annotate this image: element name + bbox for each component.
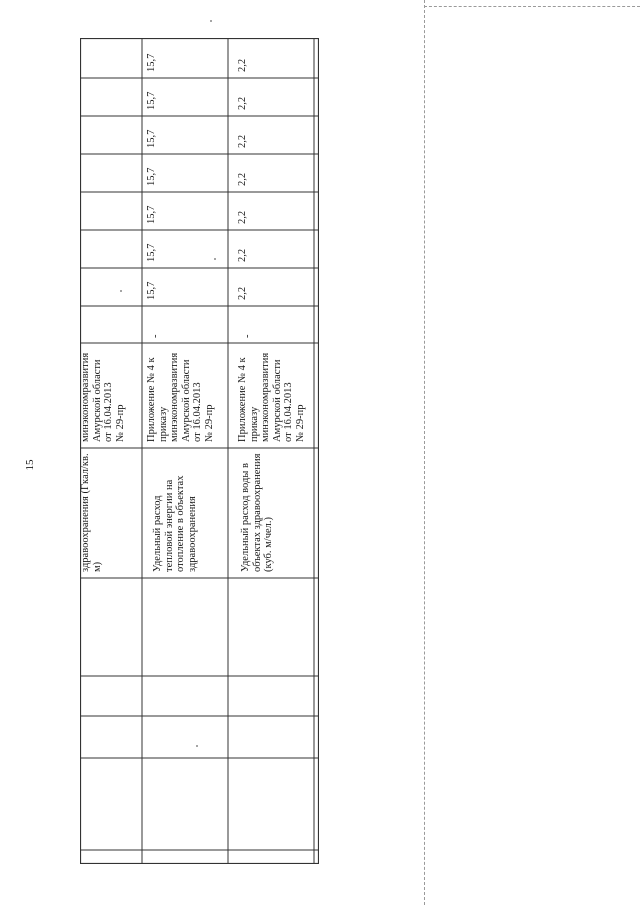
- text-line: Приложение № 4 к: [237, 357, 248, 442]
- row-2-indicator: [152, 476, 198, 572]
- scan-border-vertical: [424, 0, 425, 905]
- value-cell: 15,7: [146, 129, 157, 148]
- value-cell: 2,2: [237, 134, 248, 148]
- value-cell: 2,2: [237, 58, 248, 72]
- text-line: Амурской области: [180, 359, 192, 442]
- text-line: № 29-пр: [114, 404, 126, 442]
- text-line: Удельный расход: [152, 495, 163, 572]
- value-cell: 15,7: [146, 167, 157, 186]
- scan-speck: [210, 20, 212, 22]
- row-3-mark: -: [242, 334, 253, 338]
- text-line: здравоохранения (Гкал/кв.: [80, 453, 91, 572]
- text-line: минэкономразвития: [80, 352, 91, 442]
- text-line: № 29-пр: [203, 404, 215, 442]
- text-line: м): [91, 561, 103, 572]
- text-line: Приложение № 4 к: [146, 357, 157, 442]
- scan-border-horizontal: [424, 6, 640, 7]
- row-3-source: [237, 353, 306, 442]
- text-line: приказу: [157, 406, 169, 442]
- row-1-source: [80, 353, 126, 442]
- row-3-indicator: [240, 454, 275, 572]
- text-line: минэкономразвития: [169, 352, 180, 442]
- value-cell: 2,2: [237, 248, 248, 262]
- value-cell: 2,2: [237, 210, 248, 224]
- page-number: 15: [24, 459, 36, 471]
- text-line: от 16.04.2013: [192, 382, 203, 442]
- row-2-source: [146, 353, 215, 442]
- text-line: Удельный расход воды в: [240, 463, 251, 572]
- text-line: (куб. м/чел.): [263, 516, 274, 572]
- text-line: тепловой энергии на: [163, 479, 175, 572]
- value-cell: 2,2: [237, 286, 248, 300]
- value-cell: 2,2: [237, 96, 248, 110]
- text-line: № 29-пр: [294, 404, 306, 442]
- text-line: приказу: [248, 406, 260, 442]
- text-line: от 16.04.2013: [283, 382, 294, 442]
- text-line: минэкономразвития: [260, 352, 271, 442]
- value-cell: 15,7: [146, 205, 157, 224]
- row-1-indicator: [80, 453, 103, 572]
- text-line: от 16.04.2013: [103, 382, 114, 442]
- text-line: отопление в объектах: [175, 475, 186, 572]
- value-cell: 15,7: [146, 243, 157, 262]
- rotated-data-table: [80, 38, 319, 864]
- value-cell: 15,7: [146, 91, 157, 110]
- value-cell: 15,7: [146, 281, 157, 300]
- text-line: Амурской области: [91, 359, 103, 442]
- text-line: Амурской области: [271, 359, 283, 442]
- table-grid: [80, 38, 319, 864]
- text-line: здравоохранения: [186, 496, 198, 572]
- row-2-mark: -: [150, 334, 161, 338]
- value-cell: 2,2: [237, 172, 248, 186]
- text-line: объектах здравоохранения: [251, 453, 263, 572]
- value-cell: 15,7: [146, 53, 157, 72]
